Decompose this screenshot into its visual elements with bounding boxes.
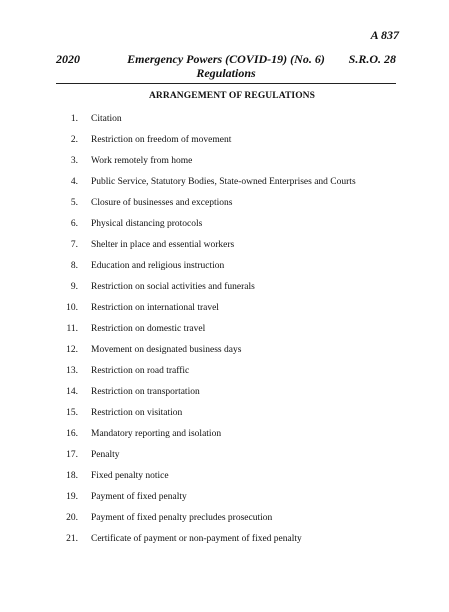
regulation-number: 1. xyxy=(70,114,78,124)
regulation-number: 14. xyxy=(66,387,78,397)
regulation-number: 3. xyxy=(70,156,78,166)
regulation-number: 20. xyxy=(66,513,78,523)
regulation-title: Restriction on road traffic xyxy=(91,366,190,376)
regulation-title: Movement on designated business days xyxy=(91,345,242,355)
regulation-title: Payment of fixed penalty precludes prosecution xyxy=(91,513,273,523)
regulation-number: 6. xyxy=(70,219,78,229)
header-divider xyxy=(56,83,396,84)
regulation-number: 11. xyxy=(66,324,78,334)
list-item xyxy=(56,487,408,508)
list-item xyxy=(56,214,408,235)
regulation-number: 12. xyxy=(66,345,78,355)
regulation-title: Payment of fixed penalty xyxy=(91,492,187,502)
header-title-line-1: Emergency Powers (COVID-19) (No. 6) xyxy=(127,52,325,66)
regulation-number: 19. xyxy=(66,492,78,502)
regulation-title: Physical distancing protocols xyxy=(91,219,203,229)
regulation-number: 18. xyxy=(66,471,78,481)
list-item xyxy=(56,340,408,361)
regulation-title: Work remotely from home xyxy=(91,156,193,166)
list-item xyxy=(56,235,408,256)
regulation-title: Restriction on domestic travel xyxy=(91,324,206,334)
regulation-number: 10. xyxy=(66,303,78,313)
regulation-title: Fixed penalty notice xyxy=(91,471,169,481)
header-title-line-2: Regulations xyxy=(196,66,256,80)
section-heading: ARRANGEMENT OF REGULATIONS xyxy=(148,91,316,101)
list-item xyxy=(56,277,408,298)
regulation-number: 8. xyxy=(70,261,78,271)
list-item xyxy=(56,109,408,130)
regulation-title: Restriction on international travel xyxy=(91,303,219,313)
list-item xyxy=(56,172,408,193)
list-item xyxy=(56,529,408,550)
regulation-title: Citation xyxy=(91,114,122,124)
list-item xyxy=(56,361,408,382)
regulation-number: 15. xyxy=(66,408,78,418)
list-item xyxy=(56,256,408,277)
list-item xyxy=(56,130,408,151)
regulation-title: Public Service, Statutory Bodies, State-owned Enterprises and Courts xyxy=(91,177,356,187)
regulation-number: 4. xyxy=(70,177,78,187)
list-item xyxy=(56,466,408,487)
regulation-title: Education and religious instruction xyxy=(91,261,225,271)
regulation-number: 7. xyxy=(70,240,78,250)
regulation-title: Certificate of payment or non-payment of fixed penalty xyxy=(91,534,302,544)
regulation-title: Closure of businesses and exceptions xyxy=(91,198,233,208)
page-number: A 837 xyxy=(370,28,399,42)
list-item xyxy=(56,193,408,214)
regulation-title: Restriction on visitation xyxy=(91,408,183,418)
list-item xyxy=(56,382,408,403)
regulation-number: 5. xyxy=(70,198,78,208)
regulation-number: 21. xyxy=(66,534,78,544)
regulation-title: Restriction on freedom of movement xyxy=(91,135,232,145)
list-item xyxy=(56,319,408,340)
list-item xyxy=(56,403,408,424)
list-item xyxy=(56,151,408,172)
regulation-title: Restriction on transportation xyxy=(91,387,200,397)
regulation-title: Penalty xyxy=(91,450,120,460)
header-title xyxy=(116,52,336,80)
regulation-title: Restriction on social activities and funerals xyxy=(91,282,255,292)
list-item xyxy=(56,424,408,445)
regulation-number: 16. xyxy=(66,429,78,439)
list-item xyxy=(56,508,408,529)
regulation-title: Mandatory reporting and isolation xyxy=(91,429,222,439)
header-sro-number: S.R.O. 28 xyxy=(348,52,396,66)
regulation-number: 9. xyxy=(70,282,78,292)
list-item xyxy=(56,445,408,466)
regulation-number: 13. xyxy=(66,366,78,376)
regulation-number: 2. xyxy=(70,135,78,145)
list-item xyxy=(56,298,408,319)
header-year: 2020 xyxy=(56,52,80,66)
regulation-number: 17. xyxy=(66,450,78,460)
regulations-list xyxy=(56,109,408,550)
running-header xyxy=(56,52,396,84)
regulation-title: Shelter in place and essential workers xyxy=(91,240,235,250)
